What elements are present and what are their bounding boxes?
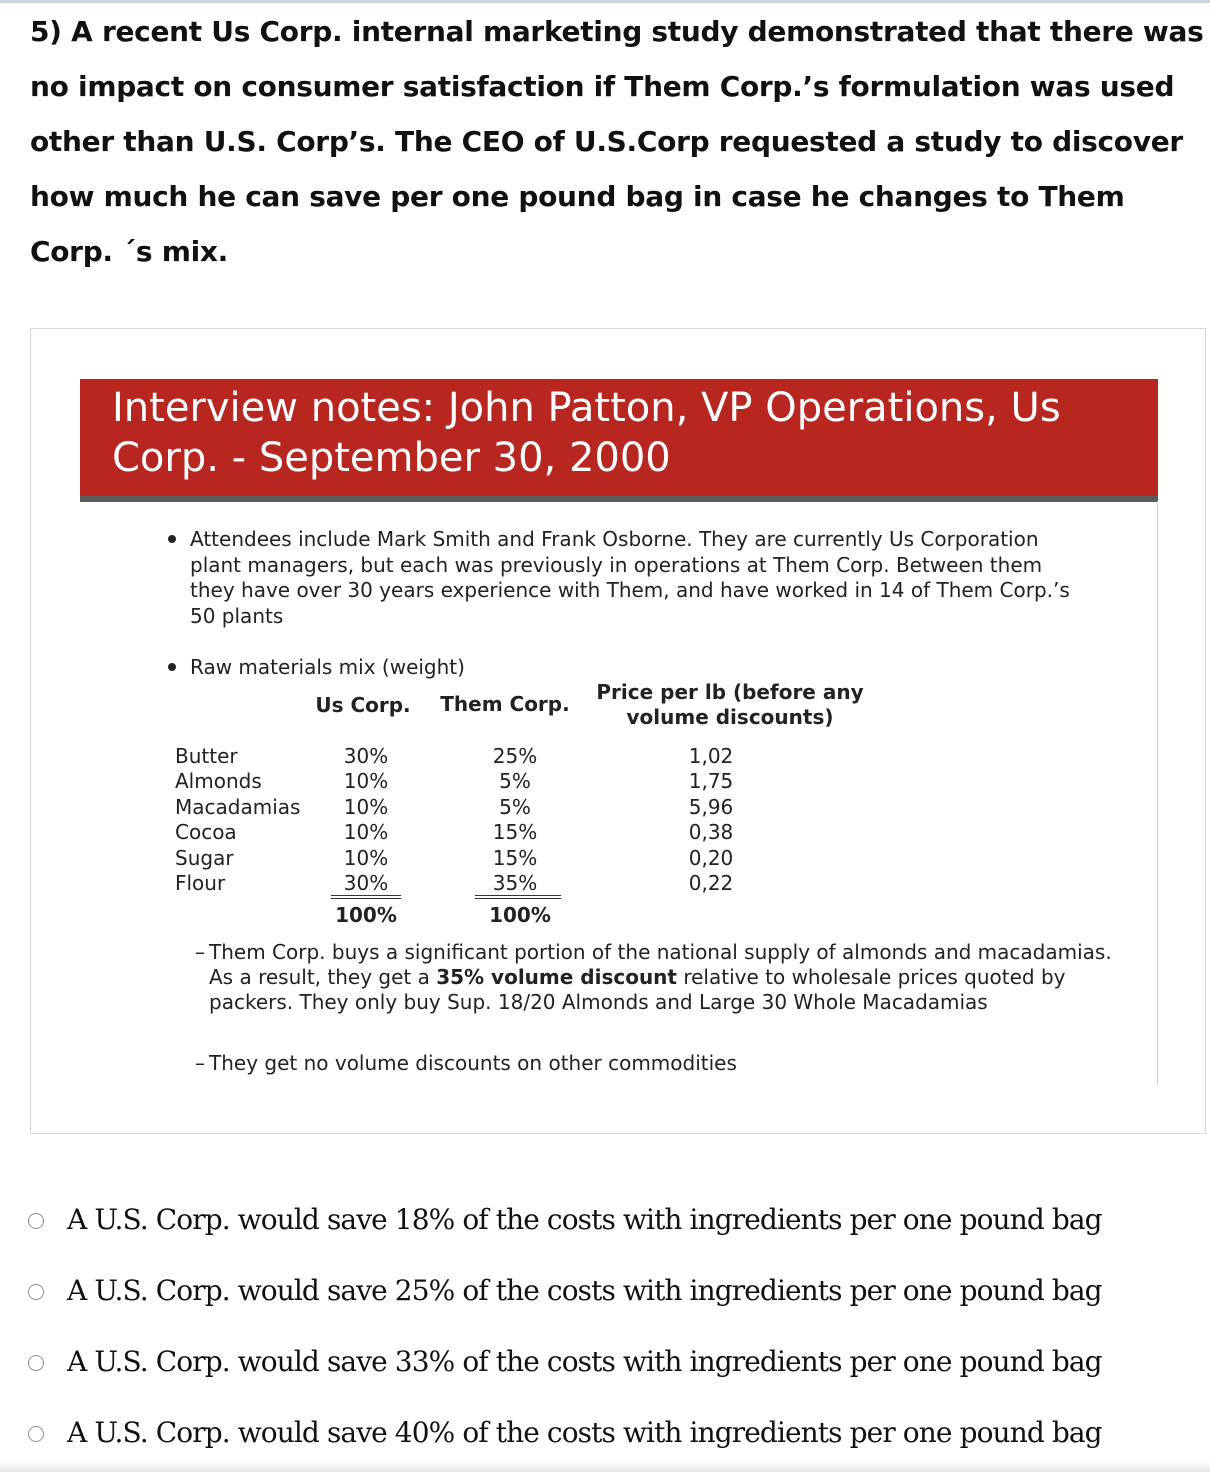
bullet-raw-materials-text: Raw materials mix (weight) bbox=[190, 655, 465, 679]
slide-title: Interview notes: John Patton, VP Operations, Us Corp. - September 30, 2000 bbox=[112, 385, 1061, 481]
bullet-attendees-text: Attendees include Mark Smith and Frank Osborne. They are currently Us Corporation plant managers, but each was previously in operations at Them Corp. Between them they have over 30 years experience with Them, and have worked in 14 of Them Corp.’s 50 plants bbox=[190, 527, 1070, 628]
option-40-percent[interactable] bbox=[28, 1413, 1208, 1453]
cell-them: 25% bbox=[492, 744, 538, 768]
option-18-percent[interactable] bbox=[28, 1200, 1208, 1240]
row-label: Butter bbox=[175, 744, 238, 768]
cell-price: 0,20 bbox=[688, 846, 734, 870]
cell-us: 10% bbox=[343, 795, 389, 819]
option-label[interactable]: A U.S. Corp. would save 25% of the costs with ingredients per one pound bag bbox=[67, 1274, 1102, 1307]
cell-price: 1,75 bbox=[688, 769, 734, 793]
option-label[interactable]: A U.S. Corp. would save 33% of the costs with ingredients per one pound bag bbox=[67, 1345, 1102, 1378]
question-text: 5) A recent Us Corp. internal marketing study demonstrated that there was no impact on consumer satisfaction if Them Corp.’s formulation was used other than U.S. Corp’s. The CEO of U.S.Corp requested a study to discover how much he can save per one pound bag in case he changes to Them Corp. ´s mix. bbox=[30, 15, 1204, 268]
slide-right-rule bbox=[1157, 501, 1158, 1085]
cell-price: 0,38 bbox=[688, 820, 734, 844]
cell-them: 5% bbox=[499, 769, 531, 793]
header-them-corp: Them Corp. bbox=[440, 692, 570, 716]
option-label[interactable]: A U.S. Corp. would save 18% of the costs with ingredients per one pound bag bbox=[67, 1203, 1102, 1236]
header-price bbox=[583, 680, 877, 730]
top-border bbox=[0, 0, 1210, 3]
note1-bold: 35% volume discount bbox=[436, 965, 677, 989]
header-price-line2: volume discounts) bbox=[626, 705, 834, 729]
total-underline-them bbox=[475, 895, 561, 899]
cell-us: 30% bbox=[343, 744, 389, 768]
cell-price: 0,22 bbox=[688, 871, 734, 895]
cell-us: 10% bbox=[343, 846, 389, 870]
radio-button[interactable] bbox=[28, 1355, 44, 1371]
cell-them: 5% bbox=[499, 795, 531, 819]
cell-us: 10% bbox=[343, 769, 389, 793]
bullet-dot-icon bbox=[168, 535, 176, 543]
note-dash: – bbox=[195, 940, 205, 964]
note1-before: Them Corp. buys a significant portion of the national supply of almonds and macadamias. As a result, they get a bbox=[209, 940, 1112, 989]
radio-button[interactable] bbox=[28, 1426, 44, 1442]
total-us: 100% bbox=[335, 903, 397, 927]
note-no-discounts bbox=[195, 1051, 1129, 1076]
slide-image bbox=[30, 328, 1206, 1134]
cell-price: 1,02 bbox=[688, 744, 734, 768]
option-25-percent[interactable] bbox=[28, 1271, 1208, 1311]
row-label: Cocoa bbox=[175, 820, 237, 844]
cell-us: 10% bbox=[343, 820, 389, 844]
cell-us: 30% bbox=[343, 871, 389, 895]
row-label: Macadamias bbox=[175, 795, 301, 819]
cell-them: 15% bbox=[492, 820, 538, 844]
slide-title-banner bbox=[80, 379, 1158, 502]
cell-price: 5,96 bbox=[688, 795, 734, 819]
cell-them: 15% bbox=[492, 846, 538, 870]
row-label: Sugar bbox=[175, 846, 234, 870]
note-volume-discount bbox=[195, 940, 1129, 1015]
radio-button[interactable] bbox=[28, 1284, 44, 1300]
note-dash: – bbox=[195, 1051, 205, 1075]
header-price-line1: Price per lb (before any bbox=[596, 680, 864, 704]
row-label: Almonds bbox=[175, 769, 262, 793]
bullet-dot-icon bbox=[168, 663, 176, 671]
bullet-attendees bbox=[190, 527, 1090, 629]
total-underline-us bbox=[331, 895, 401, 899]
option-label[interactable]: A U.S. Corp. would save 40% of the costs with ingredients per one pound bag bbox=[67, 1416, 1102, 1449]
option-33-percent[interactable] bbox=[28, 1342, 1208, 1382]
total-them: 100% bbox=[489, 903, 551, 927]
bullet-raw-materials bbox=[190, 655, 790, 680]
note1-after: relative to wholesale prices quoted by packers. They only buy Sup. 18/20 Almonds and Large 30 Whole Macadamias bbox=[209, 965, 1066, 1014]
header-us-corp: Us Corp. bbox=[315, 693, 411, 717]
note2-text: They get no volume discounts on other commodities bbox=[209, 1051, 737, 1075]
radio-button[interactable] bbox=[28, 1213, 44, 1229]
bottom-edge bbox=[0, 1460, 1210, 1472]
row-label: Flour bbox=[175, 871, 226, 895]
cell-them: 35% bbox=[492, 871, 538, 895]
